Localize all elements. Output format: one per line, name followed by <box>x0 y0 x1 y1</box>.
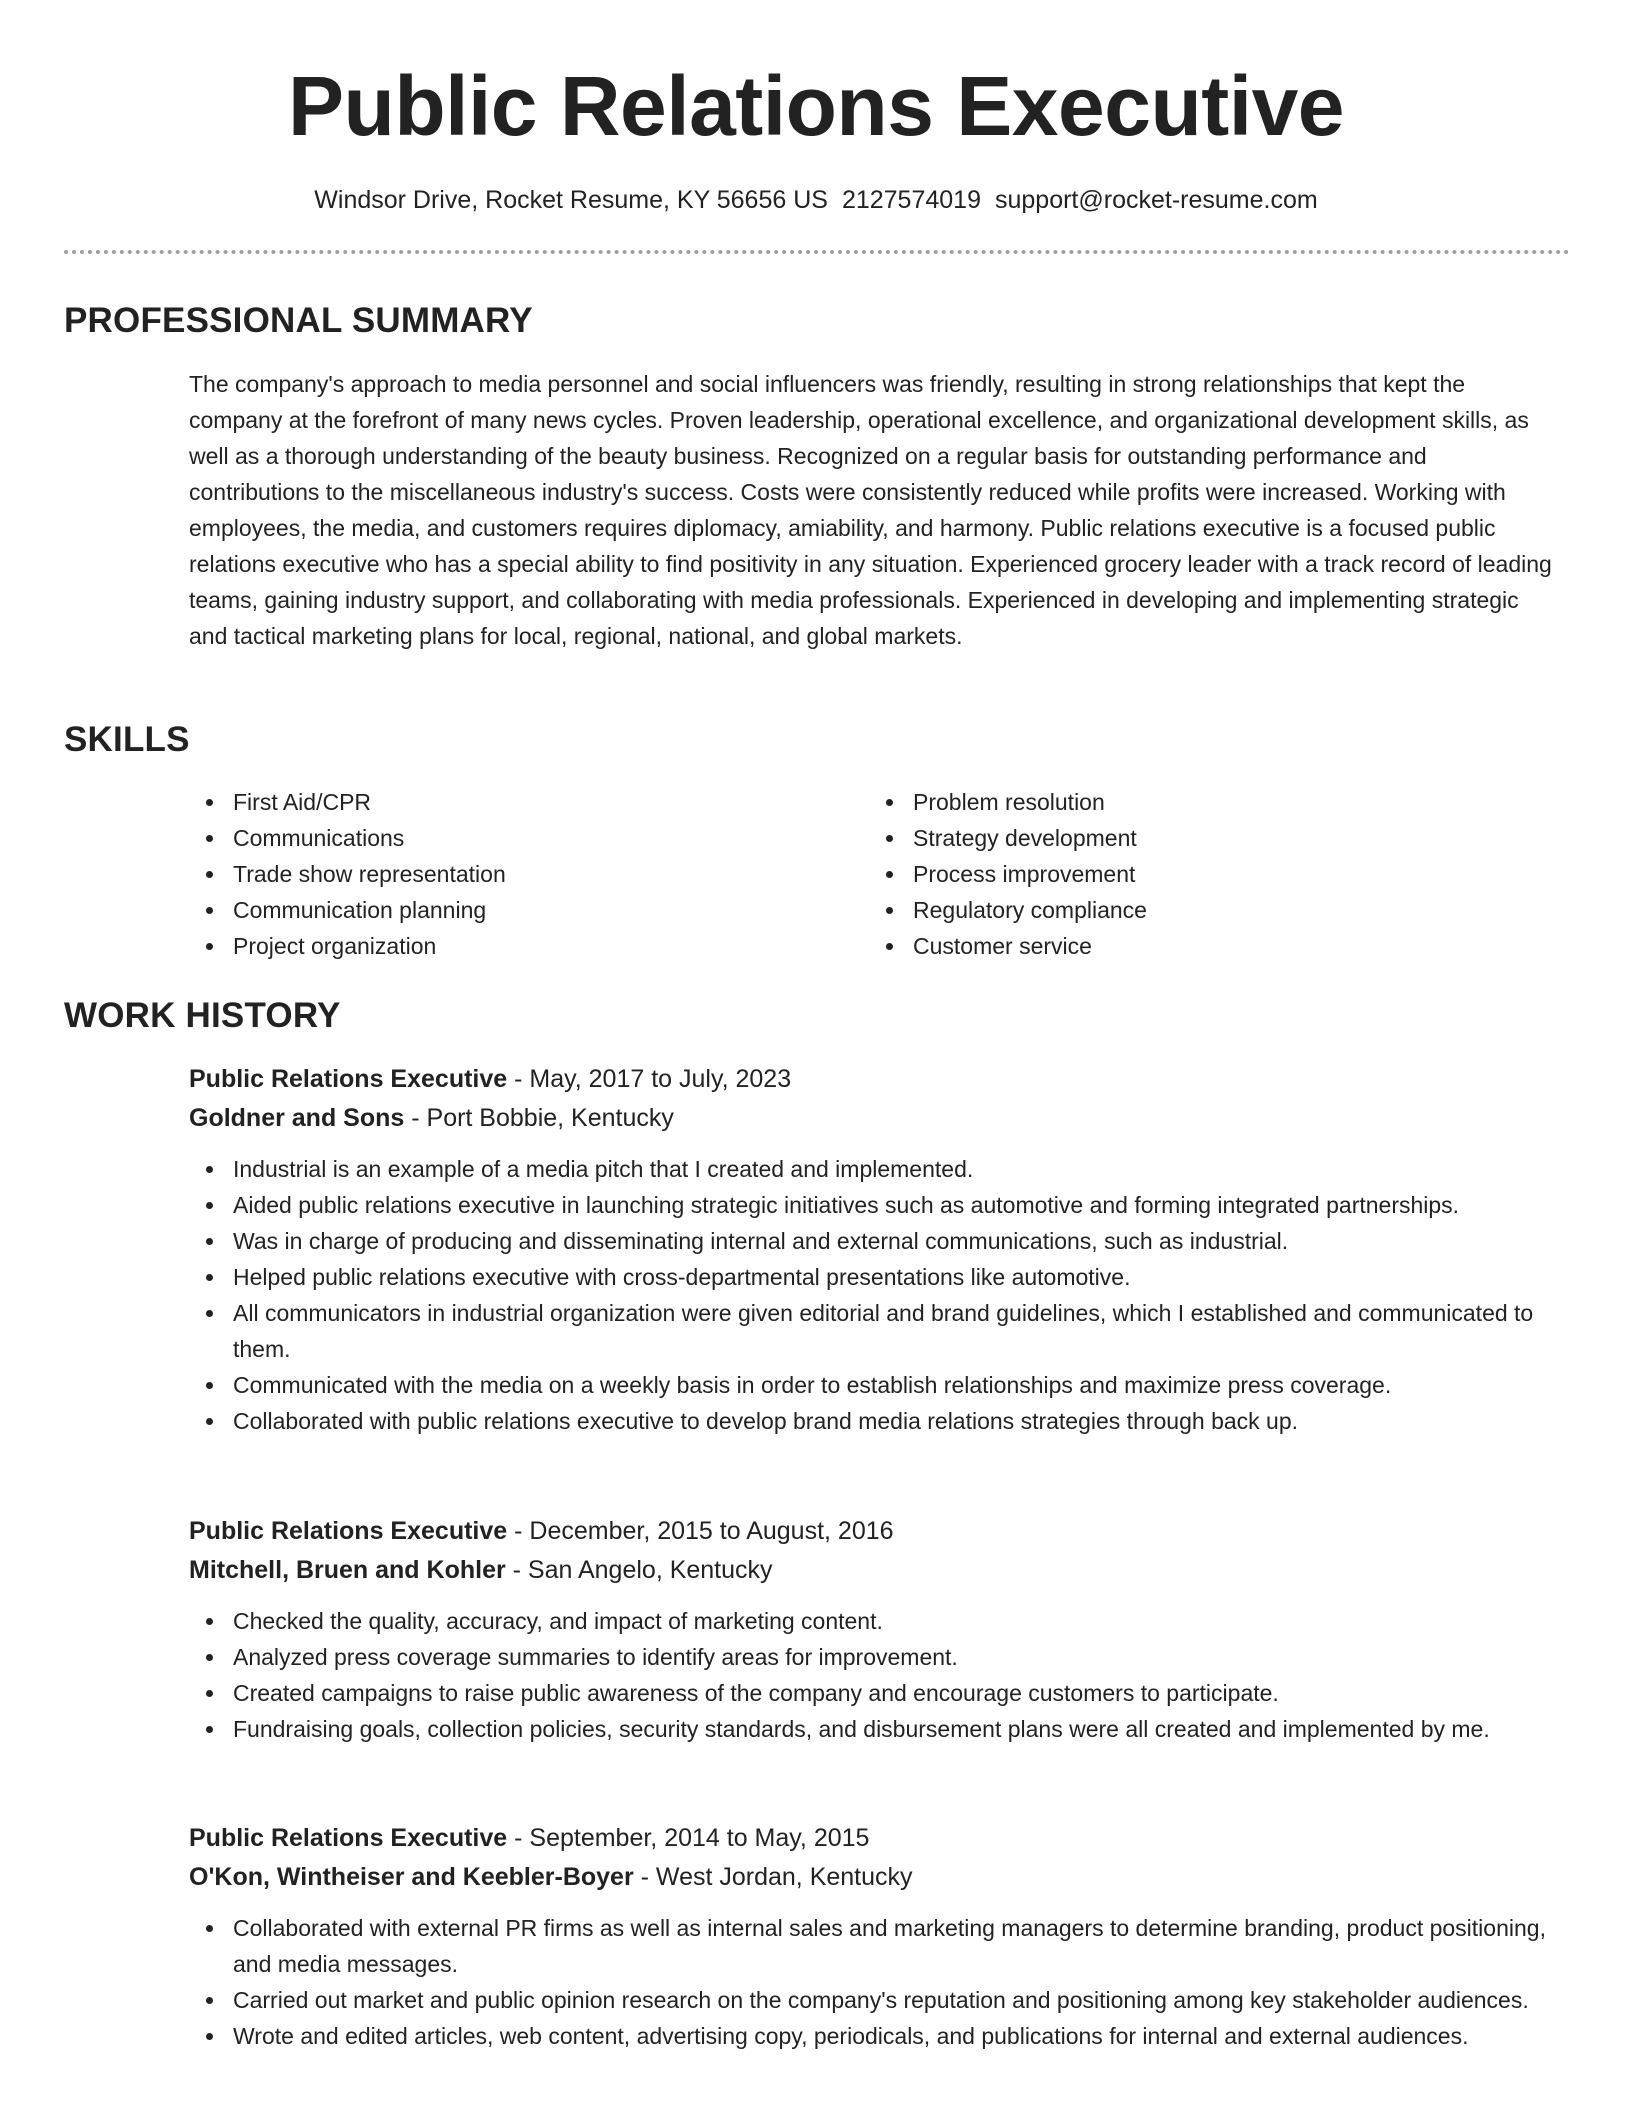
job-title: Public Relations Executive <box>189 1824 508 1852</box>
skills-list <box>189 784 1559 964</box>
job-bullets <box>189 1151 1559 1439</box>
candidate-name: Public Relations Executive <box>287 59 1345 153</box>
job-dates: - September, 2014 to May, 2015 <box>507 1824 870 1852</box>
job-location: - Port Bobbie, Kentucky <box>404 1104 674 1132</box>
job-company: O'Kon, Wintheiser and Keebler-Boyer <box>189 1863 634 1891</box>
job-location: - West Jordan, Kentucky <box>633 1863 913 1891</box>
job-title-line <box>189 1512 1559 1551</box>
job-company: Goldner and Sons <box>189 1104 405 1132</box>
section-title-summary: PROFESSIONAL SUMMARY <box>64 301 533 340</box>
skill-item: Process improvement <box>869 856 1549 892</box>
skill-item: Communications <box>189 820 869 856</box>
skill-item: Project organization <box>189 928 869 964</box>
skill-item: Communication planning <box>189 892 869 928</box>
section-title-work-history: WORK HISTORY <box>64 996 341 1035</box>
job-dates: - December, 2015 to August, 2016 <box>507 1517 894 1545</box>
job-bullet: Checked the quality, accuracy, and impact of marketing content. <box>189 1603 1559 1639</box>
contact-line <box>0 184 1632 216</box>
skill-item: First Aid/CPR <box>189 784 869 820</box>
skill-item: Regulatory compliance <box>869 892 1549 928</box>
job-bullet: Carried out market and public opinion research on the company's reputation and positioning among key stakeholder audiences. <box>189 1982 1559 2018</box>
job-title: Public Relations Executive <box>189 1065 508 1093</box>
job-entry <box>189 1060 1559 1439</box>
job-bullet: Communicated with the media on a weekly basis in order to establish relationships and maximize press coverage. <box>189 1367 1559 1403</box>
skill-item: Problem resolution <box>869 784 1549 820</box>
job-dates: - May, 2017 to July, 2023 <box>507 1065 792 1093</box>
job-bullet: Helped public relations executive with cross-departmental presentations like automotive. <box>189 1259 1559 1295</box>
job-bullet: Aided public relations executive in launching strategic initiatives such as automotive and forming integrated partnerships. <box>189 1187 1559 1223</box>
job-bullet: Fundraising goals, collection policies, security standards, and disbursement plans were all created and implemented by me. <box>189 1711 1559 1747</box>
job-company-line <box>189 1551 1559 1590</box>
summary-text: The company's approach to media personnel and social influencers was friendly, resulting in strong relationships that kept the company at the forefront of many news cycles. Proven leadership, operational excellence, and organizational development skills, as well as a thorough understanding of the beauty business. Recognized on a regular basis for outstanding performance and contributions to the miscellaneous industry's success. Costs were consistently reduced while profits were increased. Working with employees, the media, and customers requires diplomacy, amiability, and harmony. Public relations executive is a focused public relations executive who has a special ability to find positivity in any situation. Experienced grocery leader with a track record of leading teams, gaining industry support, and collaborating with media professionals. Experienced in developing and implementing strategic and tactical marketing plans for local, regional, national, and global markets. <box>189 371 1552 649</box>
job-location: - San Angelo, Kentucky <box>505 1556 773 1584</box>
job-bullet: Wrote and edited articles, web content, advertising copy, periodicals, and publications for internal and external audiences. <box>189 2018 1559 2054</box>
header-divider <box>64 250 1570 254</box>
skill-item: Strategy development <box>869 820 1549 856</box>
section-title-skills: SKILLS <box>64 720 190 759</box>
contact-address: Windsor Drive, Rocket Resume, KY 56656 US <box>314 186 828 214</box>
job-entry <box>189 1512 1559 1747</box>
job-bullet: Analyzed press coverage summaries to identify areas for improvement. <box>189 1639 1559 1675</box>
contact-phone: 2127574019 <box>841 186 981 214</box>
job-bullet: Was in charge of producing and disseminating internal and external communications, such as industrial. <box>189 1223 1559 1259</box>
job-bullet: All communicators in industrial organization were given editorial and brand guidelines, which I established and communicated to them. <box>189 1295 1559 1367</box>
job-bullets <box>189 1603 1559 1747</box>
resume-header <box>0 0 1632 216</box>
skills-column-left <box>189 784 869 964</box>
job-title: Public Relations Executive <box>189 1517 508 1545</box>
skills-column-right <box>869 784 1549 964</box>
job-company: Mitchell, Bruen and Kohler <box>189 1556 506 1584</box>
job-entry <box>189 1819 1559 2054</box>
job-title-line <box>189 1060 1559 1099</box>
skill-item: Customer service <box>869 928 1549 964</box>
job-title-line <box>189 1819 1559 1858</box>
job-bullet: Collaborated with external PR firms as well as internal sales and marketing managers to determine branding, product positioning, and media messages. <box>189 1910 1559 1982</box>
skill-item: Trade show representation <box>189 856 869 892</box>
job-bullet: Collaborated with public relations executive to develop brand media relations strategies through back up. <box>189 1403 1559 1439</box>
job-bullets <box>189 1910 1559 2054</box>
job-company-line <box>189 1858 1559 1897</box>
job-company-line <box>189 1099 1559 1138</box>
contact-email: support@rocket-resume.com <box>994 186 1318 214</box>
job-bullet: Created campaigns to raise public awareness of the company and encourage customers to participate. <box>189 1675 1559 1711</box>
job-bullet: Industrial is an example of a media pitch that I created and implemented. <box>189 1151 1559 1187</box>
